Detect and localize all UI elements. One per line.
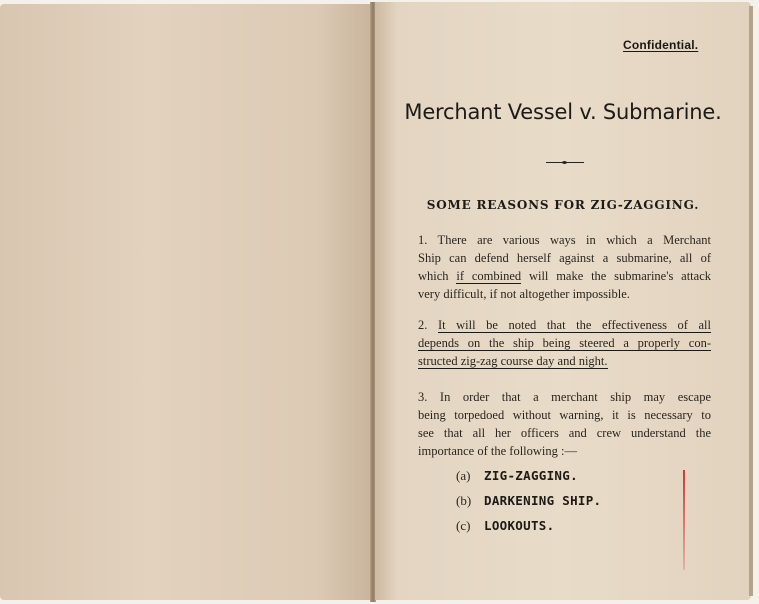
list-item [456, 493, 601, 518]
left-blank-page [0, 4, 372, 600]
confidential-label: Confidential. [623, 38, 699, 52]
title-ornament [546, 161, 584, 165]
paragraph-2-number: 2. [418, 318, 438, 332]
page-edge [749, 6, 753, 596]
paragraph-2-line-3 [418, 352, 711, 370]
list-marker: (a) [456, 468, 471, 483]
paragraph-2-line-1 [418, 316, 711, 334]
ornament-dot [562, 161, 567, 164]
paragraph-1-line-3-start: which [418, 269, 457, 283]
paragraph-1-line-4: very difficult, if not altogether impossible. [418, 287, 630, 301]
list-marker: (c) [456, 518, 471, 533]
paragraph-2 [418, 316, 711, 370]
underlined-if-combined: if combined [456, 269, 522, 283]
list-item [456, 468, 601, 493]
section-heading: SOME REASONS FOR ZIG-ZAGGING. [426, 198, 700, 212]
red-ink-mark [683, 470, 685, 570]
paragraph-3-line-4: importance of the following :— [418, 444, 577, 458]
paragraph-1 [418, 231, 711, 303]
paragraph-2-line-3-text: structed zig-zag course day and night. [418, 354, 608, 368]
paragraph-2-line-2 [418, 334, 711, 352]
paragraph-3-line-3: see that all her officers and crew understand the [418, 426, 711, 440]
paragraph-1-line-2: Ship can defend herself against a submarine, all of [418, 251, 711, 265]
list-text: ZIG-ZAGGING. [484, 468, 578, 483]
page-title: Merchant Vessel v. Submarine. [404, 100, 722, 124]
list-marker: (b) [456, 493, 472, 508]
list-text: DARKENING SHIP. [484, 493, 602, 508]
list-text: LOOKOUTS. [484, 518, 555, 533]
paragraph-1-line-1: 1. There are various ways in which a Merchant [418, 233, 711, 247]
paragraph-1-line-3-end: will make the submarine's attack [521, 269, 711, 283]
paragraph-3-line-1: 3. In order that a merchant ship may escape [418, 390, 711, 404]
list-item [456, 518, 601, 543]
paragraph-2-line-1-text: It will be noted that the effectiveness of all [437, 318, 711, 332]
paragraph-2-line-2-text: depends on the ship being steered a properly con- [418, 336, 711, 350]
importance-list [456, 468, 601, 543]
paragraph-3-line-2: being torpedoed without warning, it is necessary to [418, 408, 711, 422]
paragraph-3 [418, 388, 711, 460]
paragraph-1-line-3 [418, 267, 711, 285]
